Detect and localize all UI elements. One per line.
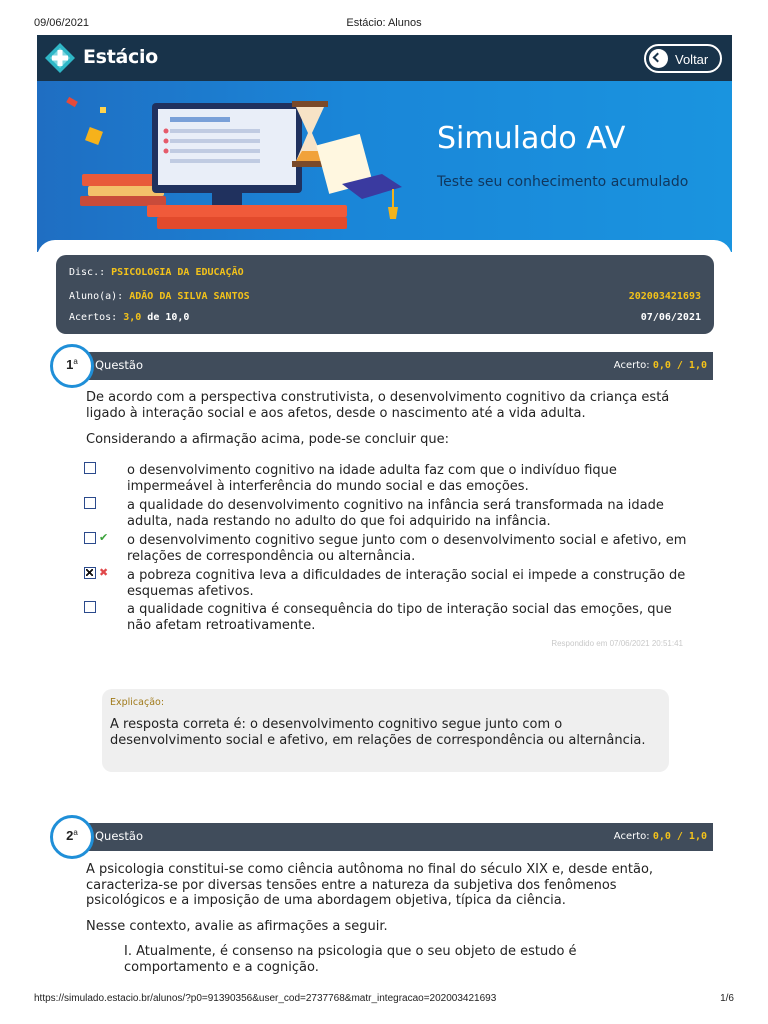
explanation-text: A resposta correta é: o desenvolvimento cognitivo segue junto com o desenvolvimento social e afetivo, em relações de correspondência ou alternância. <box>110 717 646 748</box>
back-arrow-icon <box>649 49 668 68</box>
question-score <box>614 360 707 371</box>
checked-checkbox[interactable] <box>84 567 96 579</box>
discipline-label: Disc.: <box>69 267 106 278</box>
print-header <box>0 0 768 34</box>
print-date: 09/06/2021 <box>34 17 90 29</box>
exam-info-panel <box>56 255 714 334</box>
question-ordinal: a <box>73 357 78 366</box>
option-text: o desenvolvimento cognitivo segue junto com o desenvolvimento social e afetivo, em relações de correspondência ou alternância. <box>127 533 687 564</box>
discipline-row <box>69 267 701 278</box>
back-button[interactable] <box>644 44 722 73</box>
student-row <box>69 291 701 302</box>
print-title: Estácio: Alunos <box>346 17 422 29</box>
logo-text: Estácio <box>83 46 158 68</box>
question-1-badge <box>50 344 94 388</box>
answered-timestamp: Respondido em 07/06/2021 20:51:41 <box>551 639 683 648</box>
question-1-header <box>63 352 713 380</box>
banner <box>37 81 732 252</box>
discipline-value: PSICOLOGIA DA EDUCAÇÃO <box>111 267 244 278</box>
correct-check-icon: ✔ <box>99 531 109 544</box>
question-1-option-a[interactable] <box>84 462 684 492</box>
wrong-x-icon: ✖ <box>99 566 109 579</box>
question-1-option-b[interactable] <box>84 497 684 527</box>
print-footer <box>0 990 768 1010</box>
score-value: 0,0 / 1,0 <box>652 831 707 842</box>
page-number: 1/6 <box>720 993 734 1004</box>
score-value: 3,0 <box>123 312 142 323</box>
question-label: Questão <box>95 829 143 843</box>
top-navbar <box>37 35 732 81</box>
exam-date: 07/06/2021 <box>640 312 701 323</box>
explanation-title: Explicação: <box>110 697 165 708</box>
question-ordinal: a <box>73 828 78 837</box>
question-2-header <box>63 823 713 851</box>
option-text: a pobreza cognitiva leva a dificuldades de interação social ei impede a construção de esquemas afetivos. <box>127 568 686 599</box>
question-2-statement: A psicologia constitui-se como ciência autônoma no final do século XIX e, desde então, caracteriza-se por diversas tensões entre a natureza da subjetiva dos fenômenos psicológicos e a imposição de uma abordagem objetiva, típica da ciência. <box>86 862 654 908</box>
estacio-logo-icon <box>44 42 76 74</box>
page-url: https://simulado.estacio.br/alunos/?p0=91390356&user_cod=2737768&matr_integracao=202003421693 <box>34 993 497 1004</box>
question-number: 2 <box>66 828 74 843</box>
score-total: de 10,0 <box>147 312 190 323</box>
checkbox[interactable] <box>84 462 96 474</box>
question-number: 1 <box>66 357 74 372</box>
student-id: 202003421693 <box>628 291 701 302</box>
checkbox[interactable] <box>84 497 96 509</box>
student-label: Aluno(a): <box>69 291 124 302</box>
question-label: Questão <box>95 358 143 372</box>
option-text: a qualidade cognitiva é consequência do tipo de interação social das emoções, que não afetam retroativamente. <box>127 602 672 633</box>
banner-title: Simulado AV <box>437 121 626 156</box>
banner-subtitle: Teste seu conhecimento acumulado <box>437 174 689 190</box>
score-row <box>69 312 701 323</box>
question-1-option-e[interactable] <box>84 601 684 631</box>
question-2-badge <box>50 815 94 859</box>
question-2-item-i: I. Atualmente, é consenso na psicologia que o seu objeto de estudo é comportamento e a cognição. <box>124 944 577 975</box>
student-name: ADÃO DA SILVA SANTOS <box>129 291 250 302</box>
question-score <box>614 831 707 842</box>
study-illustration <box>52 89 412 239</box>
banner-curve <box>37 240 732 252</box>
question-1-prompt: Considerando a afirmação acima, pode-se concluir que: <box>86 432 449 447</box>
option-text: a qualidade do desenvolvimento cognitivo na infância será transformada na idade adulta, nada restando no adulto do que foi adquirido na infância. <box>127 498 664 529</box>
score-label: Acerto: <box>613 831 650 842</box>
score-value: 0,0 / 1,0 <box>652 360 707 371</box>
explanation-box <box>102 689 669 772</box>
checkbox[interactable] <box>84 532 96 544</box>
score-label: Acerto: <box>613 360 650 371</box>
question-2-prompt: Nesse contexto, avalie as afirmações a seguir. <box>86 919 388 934</box>
back-button-label: Voltar <box>675 52 709 67</box>
checkbox[interactable] <box>84 601 96 613</box>
question-1-option-c[interactable] <box>84 531 687 564</box>
question-1-option-d[interactable] <box>84 567 684 597</box>
question-1-statement: De acordo com a perspectiva construtivista, o desenvolvimento cognitivo da criança está ligado à interação social e aos afetos, desde o nascimento até a vida adulta. <box>86 390 670 421</box>
option-text: o desenvolvimento cognitivo na idade adulta faz com que o indivíduo fique impermeável à interferência do mundo social e das emoções. <box>127 463 617 494</box>
score-label: Acertos: <box>69 312 118 323</box>
